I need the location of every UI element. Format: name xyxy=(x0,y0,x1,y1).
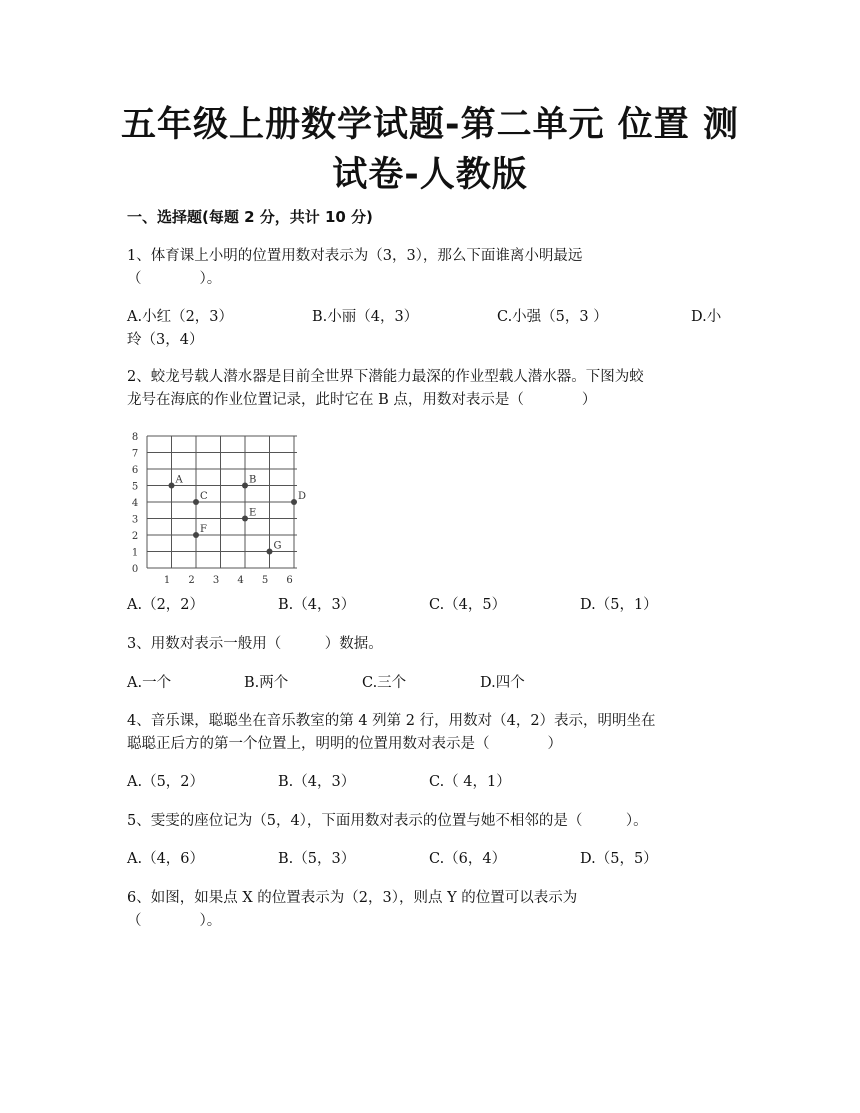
x-tick-label: 2 xyxy=(188,575,195,586)
option-a: A.小红（2，3） xyxy=(127,309,234,325)
point-label: E xyxy=(249,507,257,519)
option-b: B.小丽（4，3） xyxy=(312,309,419,325)
question-1-line-1: 1、体育课上小明的位置用数对表示为（3，3），那么下面谁离小明最远 xyxy=(127,248,583,264)
x-tick-label: 4 xyxy=(237,575,244,586)
point-marker xyxy=(242,516,248,522)
option-a: A.（4，6） xyxy=(127,851,205,867)
x-tick-label: 1 xyxy=(163,575,171,586)
question-2-line-2: 龙号在海底的作业位置记录，此时它在 B 点，用数对表示是（ ） xyxy=(127,392,597,408)
question-4-line-2: 聪聪正后方的第一个位置上，明明的位置用数对表示是（ ） xyxy=(127,736,562,752)
y-tick-label: 6 xyxy=(131,465,139,476)
option-b: B.（4，3） xyxy=(278,597,356,613)
question-6-line-2: （ ）。 xyxy=(127,913,222,929)
y-tick-label: 8 xyxy=(131,432,139,443)
y-tick-label: 7 xyxy=(131,448,139,460)
point-marker xyxy=(242,483,248,489)
option-a: A.一个 xyxy=(127,675,172,691)
point-marker xyxy=(193,499,199,505)
point-label: D xyxy=(298,491,307,502)
point-marker xyxy=(267,549,273,555)
question-1-line-2: （ ）。 xyxy=(127,271,222,287)
question-3 xyxy=(127,633,727,656)
option-c: C.（4，5） xyxy=(429,597,507,613)
page-title xyxy=(60,100,800,200)
question-5 xyxy=(127,810,737,833)
option-d-continued: 玲（3，4） xyxy=(127,332,204,348)
option-b: B.两个 xyxy=(244,675,289,691)
question-5-line-1: 5、雯雯的座位记为（5，4），下面用数对表示的位置与她不相邻的是（ ）。 xyxy=(127,813,648,829)
question-1 xyxy=(127,245,727,291)
option-d: D.（5，5） xyxy=(580,851,658,867)
question-6-line-1: 6、如图，如果点 X 的位置表示为（2，3），则点 Y 的位置可以表示为 xyxy=(127,890,578,906)
option-c: C.（ 4，1） xyxy=(429,774,511,790)
question-2 xyxy=(127,366,727,412)
option-b: B.（4，3） xyxy=(278,774,356,790)
option-d: D.小 xyxy=(691,309,722,325)
point-label: G xyxy=(273,540,282,552)
option-c: C.（6，4） xyxy=(429,851,507,867)
question-1-options xyxy=(127,306,737,352)
question-5-options xyxy=(127,848,737,871)
point-marker xyxy=(169,483,175,489)
section-heading: 一、选择题(每题 2 分，共计 10 分) xyxy=(127,208,373,226)
question-2-options xyxy=(127,594,737,617)
option-d: D.四个 xyxy=(480,675,525,691)
x-tick-label: 6 xyxy=(286,575,293,586)
point-label: A xyxy=(175,474,183,486)
y-tick-label: 5 xyxy=(131,481,139,493)
title-line-2: 试卷-人教版 xyxy=(332,155,528,195)
point-label: F xyxy=(200,524,207,535)
grid-figure xyxy=(127,425,307,590)
title-line-1: 五年级上册数学试题-第二单元 位置 测 xyxy=(121,105,739,145)
question-6 xyxy=(127,887,727,933)
option-d: D.（5，1） xyxy=(580,597,658,613)
point-label: B xyxy=(249,474,257,486)
coordinate-grid xyxy=(127,425,307,590)
y-tick-label: 3 xyxy=(131,514,139,526)
question-4 xyxy=(127,710,727,756)
x-tick-label: 3 xyxy=(212,575,220,586)
question-3-line-1: 3、用数对表示一般用（ ）数据。 xyxy=(127,636,383,652)
question-4-options xyxy=(127,771,737,794)
x-tick-label: 5 xyxy=(261,575,269,586)
y-tick-label: 4 xyxy=(131,498,139,509)
question-2-line-1: 2、蛟龙号载人潜水器是目前全世界下潜能力最深的作业型载人潜水器。下图为蛟 xyxy=(127,369,644,385)
option-a: A.（5，2） xyxy=(127,774,205,790)
question-3-options xyxy=(127,672,737,695)
option-b: B.（5，3） xyxy=(278,851,356,867)
y-tick-label: 1 xyxy=(131,547,139,559)
option-c: C.三个 xyxy=(362,675,407,691)
option-a: A.（2，2） xyxy=(127,597,205,613)
y-tick-label: 0 xyxy=(131,564,139,575)
point-marker xyxy=(291,499,297,505)
y-tick-label: 2 xyxy=(131,531,139,542)
question-4-line-1: 4、音乐课，聪聪坐在音乐教室的第 4 列第 2 行，用数对（4，2）表示，明明坐在 xyxy=(127,713,656,729)
point-label: C xyxy=(200,491,208,502)
option-c: C.小强（5，3 ） xyxy=(497,309,608,325)
point-marker xyxy=(193,532,199,538)
